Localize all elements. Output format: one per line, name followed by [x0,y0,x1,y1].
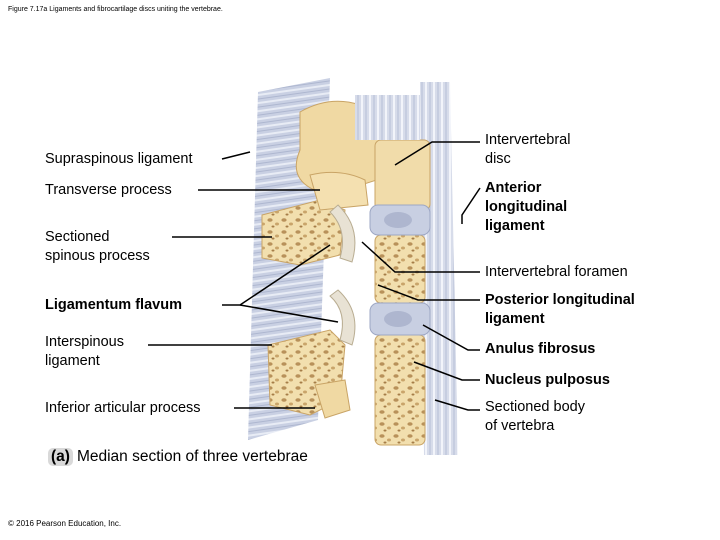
top-disc-fibers [355,95,420,140]
label-intervertebral-disc: Intervertebral disc [485,132,571,167]
copyright-notice: © 2016 Pearson Education, Inc. [8,519,122,528]
label-sectioned-body-of-vertebra: Sectioned body of vertebra [485,399,585,434]
upper-vertebral-body [375,140,430,210]
subcaption-text: Median section of three vertebrae [76,448,308,465]
lower-nucleus-pulposus [384,311,412,327]
label-intervertebral-foramen: Intervertebral foramen [485,264,628,280]
label-anulus-fibrosus: Anulus fibrosus [485,341,596,357]
figure-caption: Figure 7.17a Ligaments and fibrocartilage discs uniting the vertebrae. [8,6,223,13]
label-supraspinous-ligament: Supraspinous ligament [45,151,193,167]
label-anterior-longitudinal-ligament: Anterior longitudinal ligament [485,180,568,234]
label-nucleus-pulposus: Nucleus pulposus [485,372,610,388]
anterior-ligament-shape [420,82,458,455]
label-inferior-articular-process: Inferior articular process [45,400,201,416]
label-sectioned-spinous-process: Sectioned spinous process [45,229,150,264]
label-ligamentum-flavum: Ligamentum flavum [45,297,182,313]
label-posterior-longitudinal-ligament: Posterior longitudinal ligament [485,292,635,327]
inferior-articular-shape [315,380,350,418]
label-interspinous-ligament: Interspinous ligament [45,334,124,369]
subcaption-tag: (a) [48,448,73,466]
lower-vertebral-body [375,335,425,445]
subcaption [48,448,308,466]
upper-nucleus-pulposus [384,212,412,228]
label-transverse-process: Transverse process [45,182,172,198]
transverse-process-shape [310,172,368,210]
